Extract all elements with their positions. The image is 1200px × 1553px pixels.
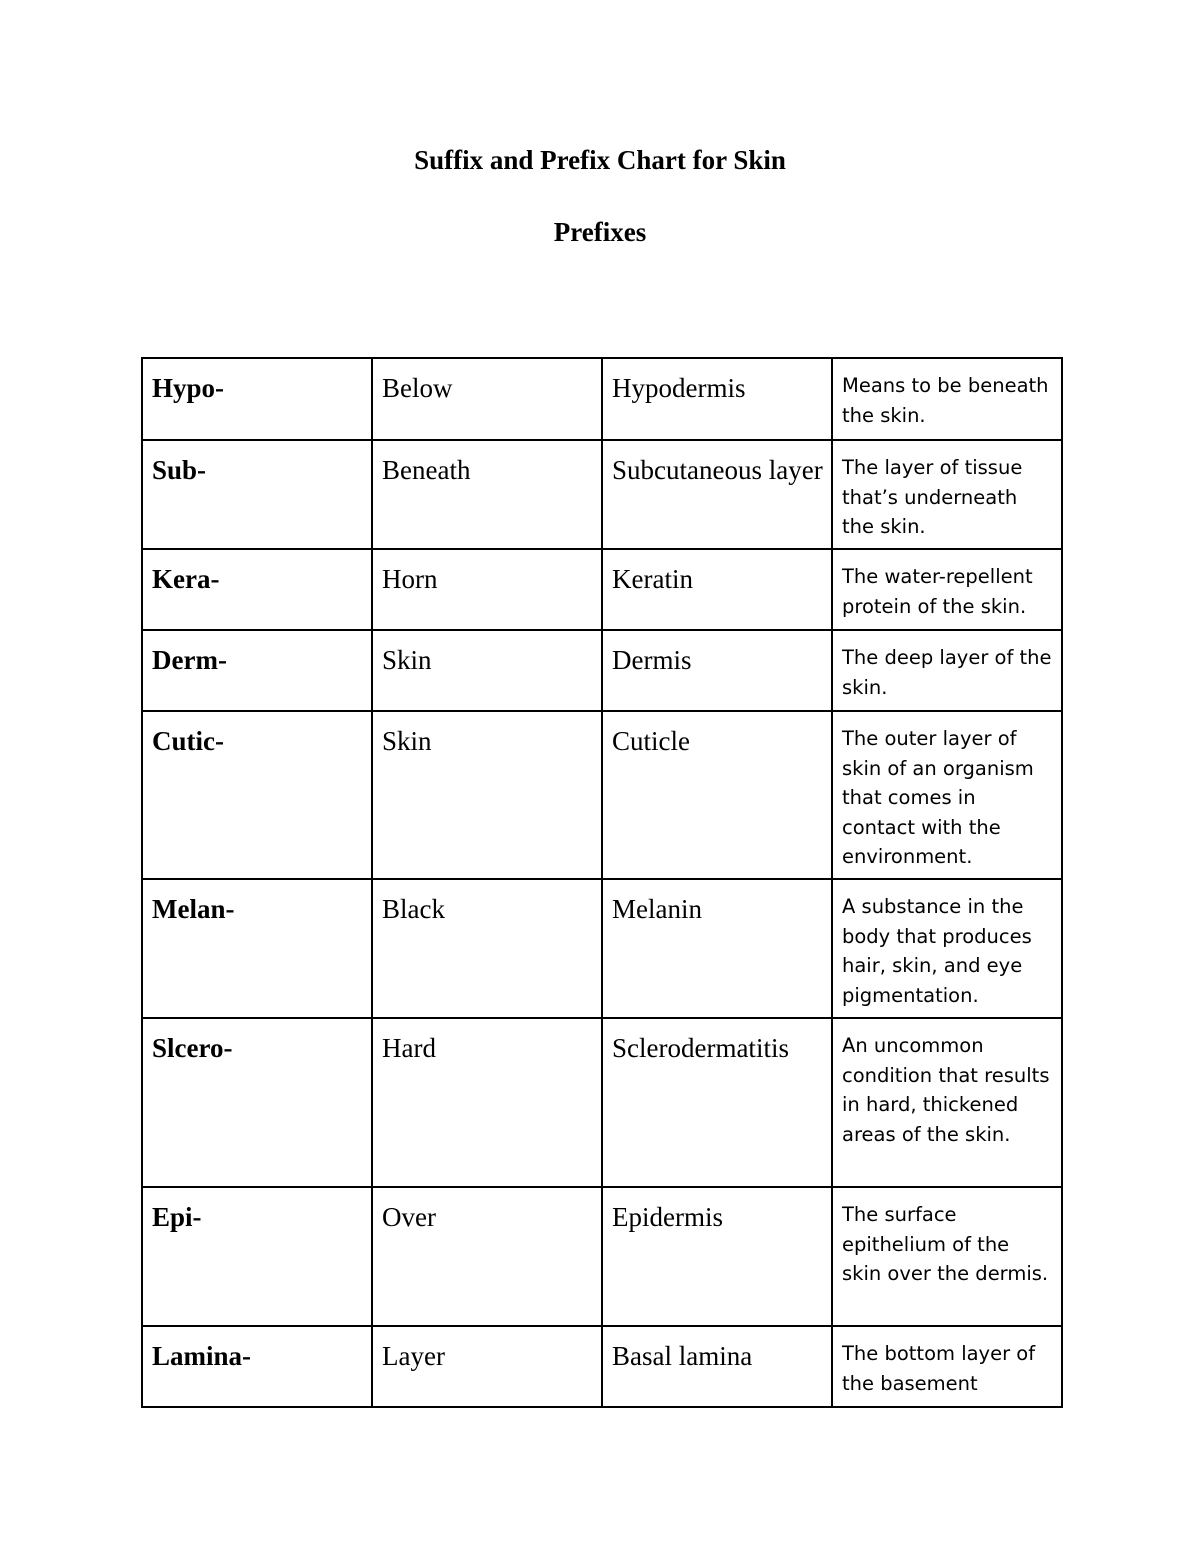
- prefix-table: [141, 357, 1063, 1408]
- table-row: [142, 879, 1062, 1018]
- prefix-cell: Melan-: [142, 879, 372, 1018]
- prefix-cell: Epi-: [142, 1187, 372, 1326]
- prefix-cell: Sub-: [142, 440, 372, 549]
- example-term-cell: Hypodermis: [602, 358, 832, 440]
- definition-cell: An uncommon condition that results in hard, thickened areas of the skin.: [832, 1018, 1062, 1187]
- definition-cell: Means to be beneath the skin.: [832, 358, 1062, 440]
- table-row: [142, 1018, 1062, 1187]
- meaning-cell: Over: [372, 1187, 602, 1326]
- meaning-cell: Horn: [372, 549, 602, 630]
- table-row: [142, 711, 1062, 879]
- example-term-cell: Subcutaneous layer: [602, 440, 832, 549]
- table-row: [142, 1326, 1062, 1407]
- table-row: [142, 630, 1062, 711]
- section-heading-prefixes: Prefixes: [553, 217, 647, 247]
- definition-cell: The surface epithelium of the skin over the dermis.: [832, 1187, 1062, 1326]
- definition-cell: The water-repellent protein of the skin.: [832, 549, 1062, 630]
- meaning-cell: Skin: [372, 630, 602, 711]
- table-row: [142, 1187, 1062, 1326]
- prefix-cell: Slcero-: [142, 1018, 372, 1187]
- example-term-cell: Sclerodermatitis: [602, 1018, 832, 1187]
- meaning-cell: Layer: [372, 1326, 602, 1407]
- meaning-cell: Black: [372, 879, 602, 1018]
- example-term-cell: Basal lamina: [602, 1326, 832, 1407]
- prefix-cell: Derm-: [142, 630, 372, 711]
- prefix-cell: Kera-: [142, 549, 372, 630]
- prefix-cell: Cutic-: [142, 711, 372, 879]
- prefix-cell: Lamina-: [142, 1326, 372, 1407]
- definition-cell: The bottom layer of the basement: [832, 1326, 1062, 1407]
- example-term-cell: Keratin: [602, 549, 832, 630]
- meaning-cell: Below: [372, 358, 602, 440]
- table-row: [142, 358, 1062, 440]
- prefix-cell: Hypo-: [142, 358, 372, 440]
- example-term-cell: Dermis: [602, 630, 832, 711]
- document-title: Suffix and Prefix Chart for Skin: [414, 145, 786, 175]
- definition-cell: The outer layer of skin of an organism that comes in contact with the environment.: [832, 711, 1062, 879]
- definition-cell: A substance in the body that produces hair, skin, and eye pigmentation.: [832, 879, 1062, 1018]
- meaning-cell: Beneath: [372, 440, 602, 549]
- example-term-cell: Melanin: [602, 879, 832, 1018]
- table-row: [142, 440, 1062, 549]
- definition-cell: The layer of tissue that’s underneath the skin.: [832, 440, 1062, 549]
- example-term-cell: Cuticle: [602, 711, 832, 879]
- meaning-cell: Hard: [372, 1018, 602, 1187]
- table-row: [142, 549, 1062, 630]
- definition-cell: The deep layer of the skin.: [832, 630, 1062, 711]
- meaning-cell: Skin: [372, 711, 602, 879]
- example-term-cell: Epidermis: [602, 1187, 832, 1326]
